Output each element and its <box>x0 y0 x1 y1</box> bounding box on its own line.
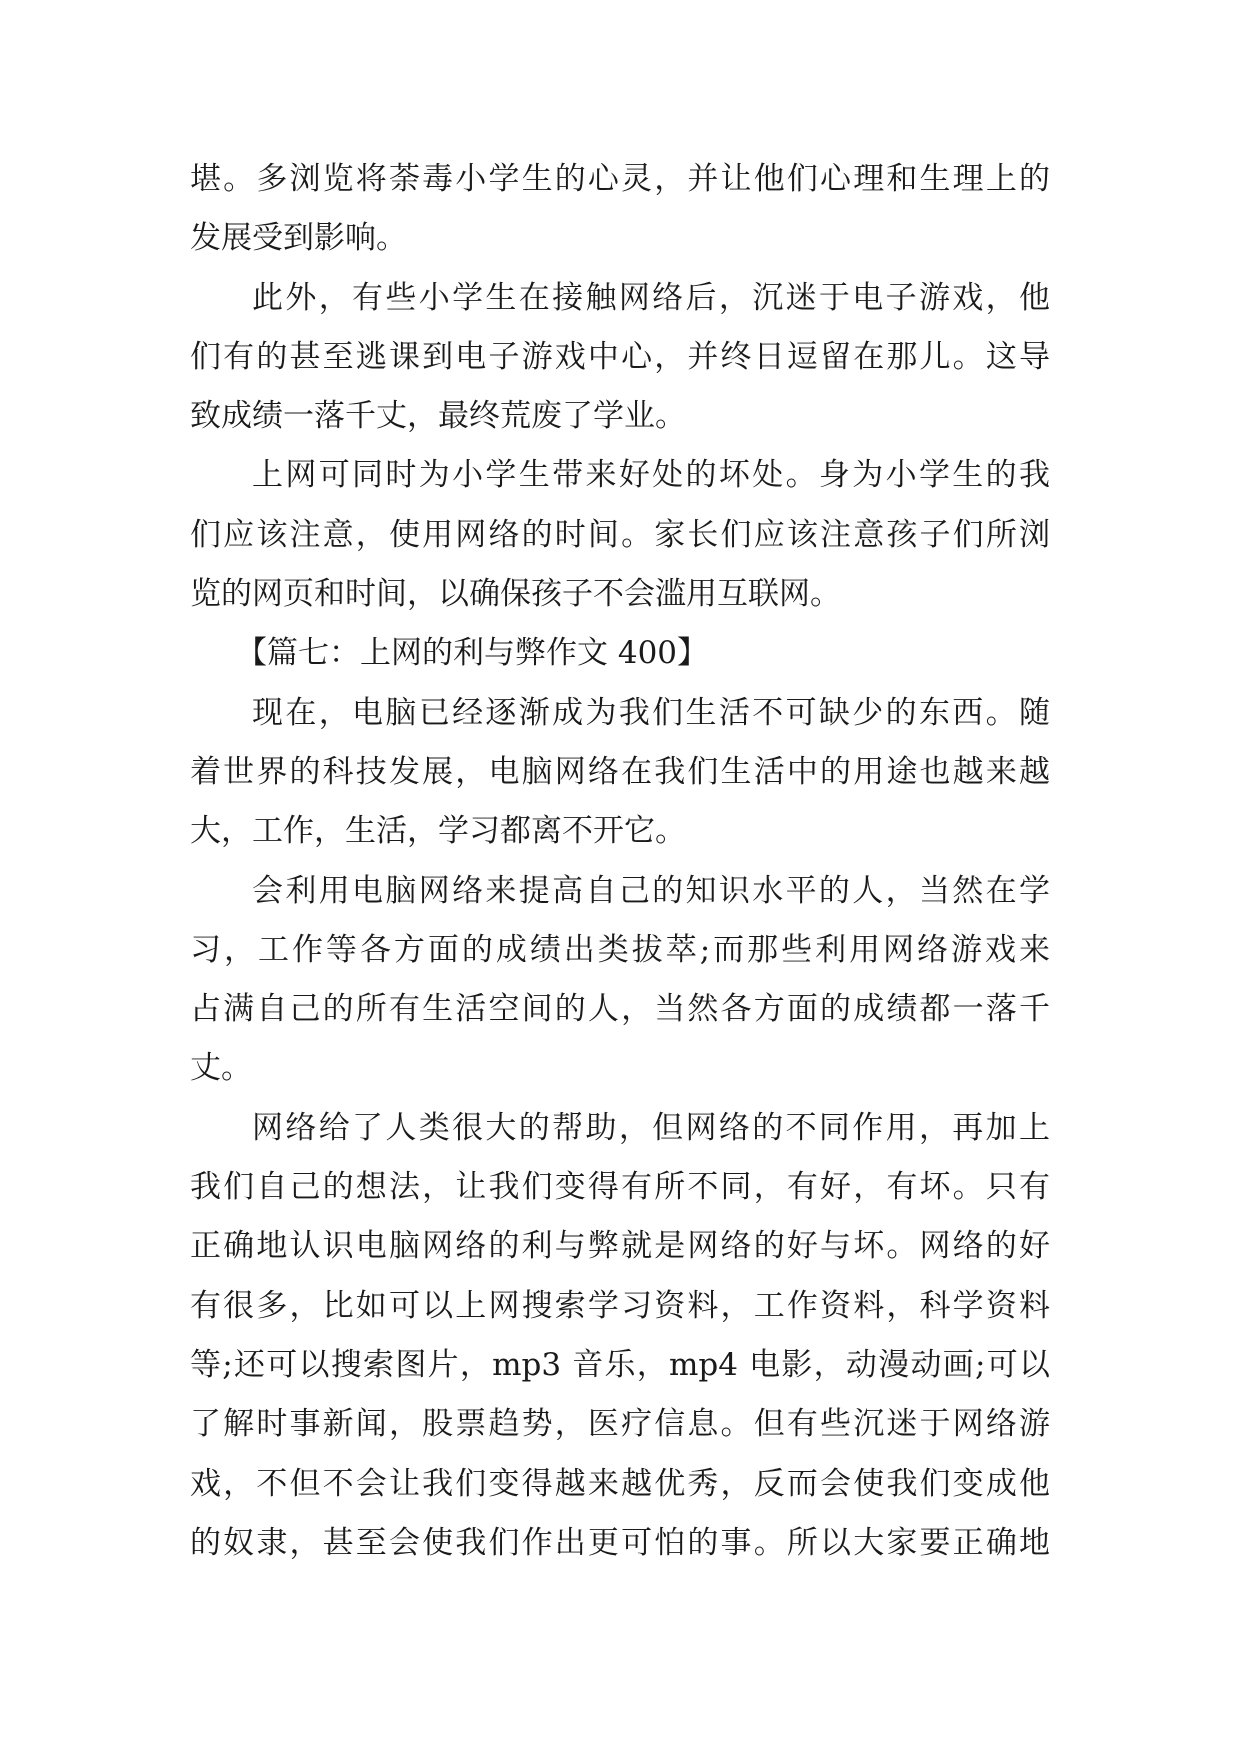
text-line: 有很多，比如可以上网搜索学习资料，工作资料，科学资料 <box>190 1287 1050 1324</box>
document-body <box>190 150 1050 1573</box>
paragraph-start-line: 上网可同时为小学生带来好处的坏处。身为小学生的我 <box>252 457 1050 494</box>
text-line: 我们自己的想法，让我们变得有所不同，有好，有坏。只有 <box>190 1169 1050 1206</box>
text-line: 着世界的科技发展，电脑网络在我们生活中的用途也越来越 <box>190 753 1050 790</box>
section-heading: 【篇七：上网的利与弊作文 400】 <box>236 635 709 672</box>
paragraph-start-line: 此外，有些小学生在接触网络后，沉迷于电子游戏，他 <box>252 279 1050 316</box>
text-line: 正确地认识电脑网络的利与弊就是网络的好与坏。网络的好 <box>190 1228 1050 1265</box>
text-line: 们有的甚至逃课到电子游戏中心，并终日逗留在那儿。这导 <box>190 338 1050 375</box>
paragraph-start-line: 会利用电脑网络来提高自己的知识水平的人，当然在学 <box>252 872 1050 909</box>
text-line: 习，工作等各方面的成绩出类拔萃;而那些利用网络游戏来 <box>190 931 1050 968</box>
text-line: 大，工作，生活，学习都离不开它。 <box>190 813 686 850</box>
text-line: 了解时事新闻，股票趋势，医疗信息。但有些沉迷于网络游 <box>190 1406 1050 1443</box>
text-line: 堪。多浏览将荼毒小学生的心灵，并让他们心理和生理上的 <box>190 161 1050 197</box>
text-line: 览的网页和时间，以确保孩子不会滥用互联网。 <box>190 576 841 613</box>
text-line: 戏，不但不会让我们变得越来越优秀，反而会使我们变成他 <box>190 1465 1050 1502</box>
text-line: 们应该注意，使用网络的时间。家长们应该注意孩子们所浏 <box>190 516 1050 553</box>
paragraph-start-line: 现在，电脑已经逐渐成为我们生活不可缺少的东西。随 <box>252 694 1050 731</box>
text-line: 的奴隶，甚至会使我们作出更可怕的事。所以大家要正确地 <box>190 1524 1050 1561</box>
text-line: 丈。 <box>190 1050 252 1087</box>
paragraph-start-line: 网络给了人类很大的帮助，但网络的不同作用，再加上 <box>252 1109 1050 1146</box>
text-line: 占满自己的所有生活空间的人，当然各方面的成绩都一落千 <box>190 991 1050 1028</box>
text-line: 致成绩一落千丈，最终荒废了学业。 <box>190 398 686 435</box>
text-line: 等;还可以搜索图片，mp3 音乐，mp4 电影，动漫动画;可以 <box>190 1346 1050 1383</box>
text-line: 发展受到影响。 <box>190 220 407 257</box>
